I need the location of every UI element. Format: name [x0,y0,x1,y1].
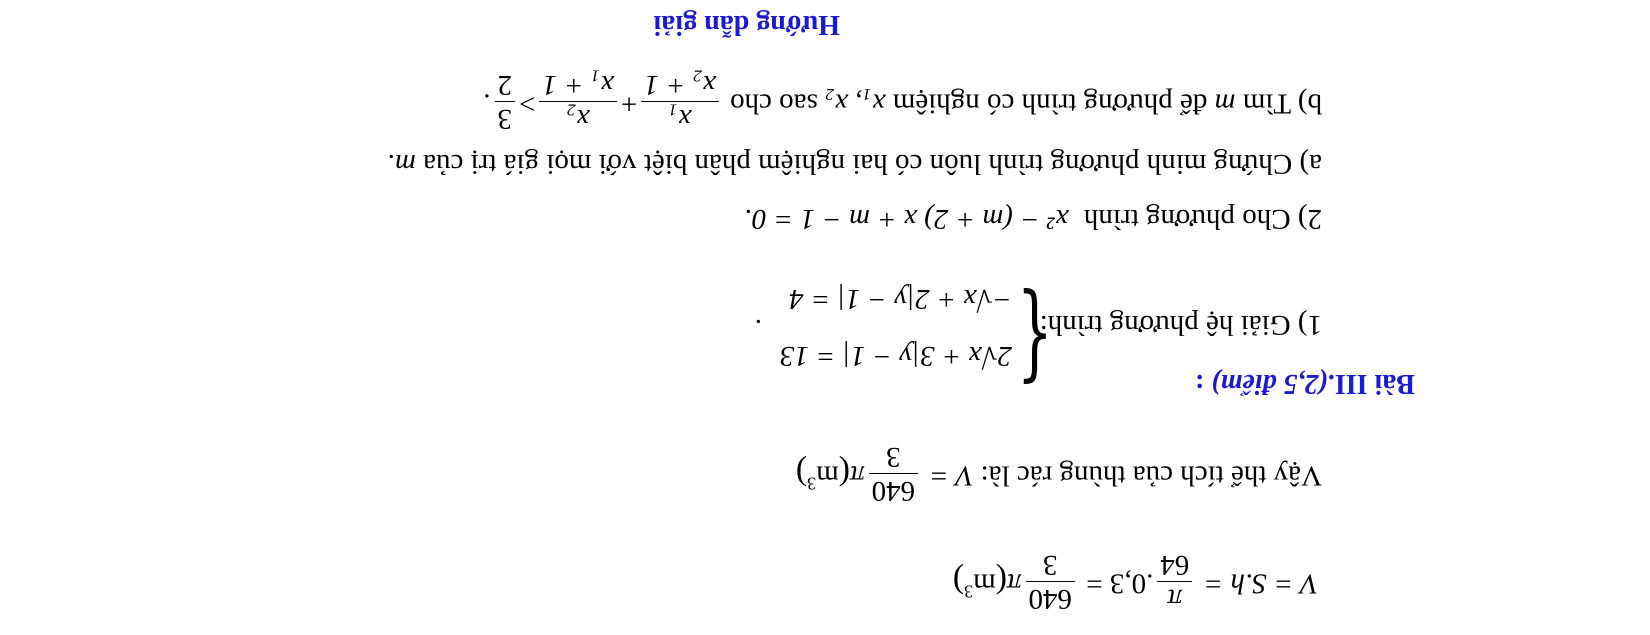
fraction-640-over-3-conclusion: 640 3 [869,439,919,507]
system-brace: { [1016,280,1053,402]
conclusion-text: Vậy thể tích của thùng rác là: [980,459,1322,492]
document-page: V = S.h = π 64 .0,3 = 640 3 $\pi(m^3)$ Vậy thể tích của thùng rác là: V = 640 3 $\pi(m^3)$ Bài III.(2,5 điểm) : 1) Giải hệ phương trình: { 2√x + 3|y − 1| = 13 −√x + 2|y − 1| = 4 . 2) Cho phương trình x² − (m + 2) x + m − 1 = 0. a) Chứng minh phương trình luôn có hai nghiệm phân biệt với mọi giá trị của m. b) Tìm m để phương trình có nghiệm x₁, x₂ sao cho x₁ x₂ + 1 + x₂ x₁ + 1 > 3 2 . Hướng dẫn giải [387,9,1415,615]
volume-mid: .0,3 = [1086,567,1154,600]
fraction-pi-over-64: π 64 [1157,547,1192,615]
volume-lhs: V = S.h = [1203,567,1318,600]
q2b-line: b) Tìm m để phương trình có nghiệm x₁, x₂ sao cho x₁ x₂ + 1 + x₂ x₁ + 1 > 3 2 . [483,68,1322,135]
q2a-line: a) Chứng minh phương trình luôn có hai nghiệm phân biệt với mọi giá trị của m. [387,148,1322,180]
conclusion-line: Vậy thể tích của thùng rác là: V = 640 3 $\pi(m^3)$ [795,440,1322,507]
fraction-640-over-3: 640 3 [1026,547,1076,615]
volume-formula: V = S.h = π 64 .0,3 = 640 3 $\pi(m^3)$ [952,548,1318,615]
q2-equation: x² − (m + 2) x + m − 1 = 0 [751,203,1069,235]
fraction-3-over-2: 3 2 [495,67,516,135]
unit-m: m [973,567,996,600]
fraction-x2-over-x1p1: x₂ x₁ + 1 [539,67,617,135]
pi-symbol: π [1007,567,1022,600]
q2-line: 2) Cho phương trình x² − (m + 2) x + m − 1 = 0. [744,203,1322,235]
solution-heading: Hướng dẫn giải [653,9,840,40]
q1-label: 1) Giải hệ phương trình: [1039,309,1322,341]
system-equation-2: −√x + 2|y − 1| = 4 [789,283,1012,315]
fraction-x1-over-x2p1: x₁ x₂ + 1 [641,67,719,135]
system-equation-1: 2√x + 3|y − 1| = 13 [779,340,1012,372]
exercise-heading: Bài III.(2,5 điểm) : [1194,368,1415,399]
